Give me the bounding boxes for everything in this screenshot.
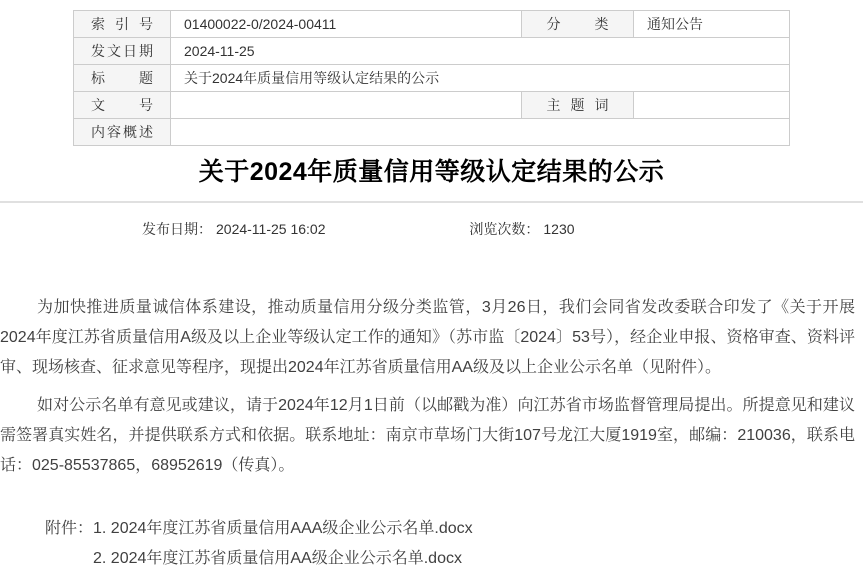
title-label: 标题	[91, 70, 153, 86]
document-meta-table	[73, 10, 790, 146]
summary-value	[171, 119, 790, 146]
category-label: 分类	[546, 16, 609, 32]
view-count-label: 浏览次数：	[469, 221, 540, 237]
attachment-line	[0, 514, 855, 544]
body-paragraph: 如对公示名单有意见或建议，请于2024年12月1日前（以邮戳为准）向江苏省市场监督管理局提出。所提意见和建议需签署真实姓名，并提供联系方式和依据。联系地址：南京市草场门大街107号龙江大厦1919室，邮编：210036，联系电话：025-85537865，68952619（传真）。	[0, 397, 855, 474]
summary-label-cell	[74, 119, 171, 146]
title-label-cell	[74, 65, 171, 92]
publish-info-line	[0, 219, 863, 239]
keywords-label: 主题词	[546, 97, 609, 113]
publish-date-value: 2024-11-25 16:02	[216, 221, 326, 237]
summary-label: 内容概述	[91, 124, 153, 140]
body-paragraph: 为加快推进质量诚信体系建设，推动质量信用分级分类监管，3月26日，我们会同省发改委联合印发了《关于开展2024年度江苏省质量信用A级及以上企业等级认定工作的通知》（苏市监〔2024〕53号），经企业申报、资格审查、资料评审、现场核查、征求意见等程序，现提出2024年江苏省质量信用AA级及以上企业公示名单（见附件）。	[0, 299, 855, 376]
index-number-label-cell	[74, 11, 171, 38]
index-number-label: 索引号	[91, 16, 153, 32]
attachments-prefix: 附件：	[45, 520, 94, 537]
publish-date	[142, 221, 326, 237]
category-value: 通知公告	[634, 11, 790, 38]
table-row	[74, 92, 790, 119]
index-number-value: 01400022-0/2024-00411	[171, 11, 522, 38]
view-count-value: 1230	[543, 221, 575, 237]
publish-date-label-cell	[74, 38, 171, 65]
view-count	[469, 221, 574, 237]
doc-number-value	[171, 92, 522, 119]
table-row	[74, 119, 790, 146]
doc-number-label-cell	[74, 92, 171, 119]
article-body	[0, 293, 863, 574]
category-label-cell	[522, 11, 634, 38]
keywords-value	[634, 92, 790, 119]
attachment-link-aaa[interactable]: 1. 2024年度江苏省质量信用AAA级企业公示名单.docx	[93, 520, 473, 537]
document-page	[0, 10, 863, 580]
title-divider	[0, 201, 863, 203]
page-title: 关于2024年质量信用等级认定结果的公示	[198, 158, 665, 186]
publish-date-value: 2024-11-25	[171, 38, 790, 65]
table-row	[74, 65, 790, 92]
table-row	[74, 38, 790, 65]
publish-date-label: 发文日期	[91, 43, 153, 59]
doc-number-label: 文号	[91, 97, 153, 113]
attachments-section	[0, 514, 855, 574]
title-value: 关于2024年质量信用等级认定结果的公示	[171, 65, 790, 92]
table-row	[74, 11, 790, 38]
attachment-link-aa[interactable]: 2. 2024年度江苏省质量信用AA级企业公示名单.docx	[93, 550, 462, 567]
keywords-label-cell	[522, 92, 634, 119]
publish-date-label: 发布日期：	[142, 221, 212, 237]
